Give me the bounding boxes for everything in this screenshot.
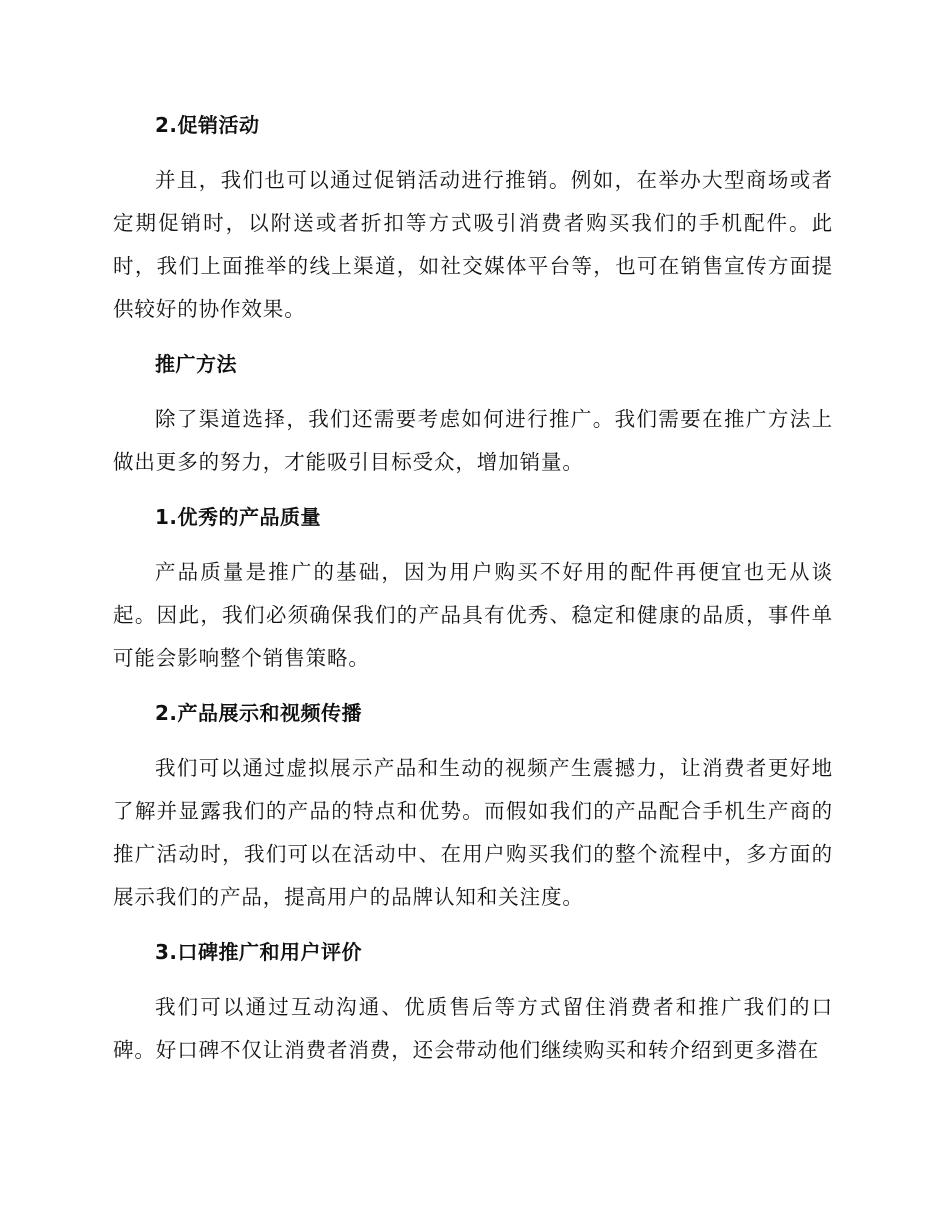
section-heading-promotion-methods: 推广方法 bbox=[155, 352, 237, 376]
document-body bbox=[113, 103, 833, 1083]
section-paragraph-promotion-methods: 除了渠道选择，我们还需要考虑如何进行推广。我们需要在推广方法上做出更多的努力，才能吸引目标受众，增加销量。 bbox=[113, 407, 833, 474]
section-heading-product-quality: 1.优秀的产品质量 bbox=[155, 505, 322, 529]
section-paragraph-product-display: 我们可以通过虚拟展示产品和生动的视频产生震撼力，让消费者更好地了解并显露我们的产品的特点和优势。而假如我们的产品配合手机生产商的推广活动时，我们可以在活动中、在用户购买我们的整个流程中，多方面的展示我们的产品，提高用户的品牌认知和关注度。 bbox=[113, 756, 833, 909]
section-paragraph-word-of-mouth: 我们可以通过互动沟通、优质售后等方式留住消费者和推广我们的口碑。好口碑不仅让消费者消费，还会带动他们继续购买和转介绍到更多潜在 bbox=[113, 995, 833, 1062]
section-paragraph-product-quality: 产品质量是推广的基础，因为用户购买不好用的配件再便宜也无从谈起。因此，我们必须确保我们的产品具有优秀、稳定和健康的品质，事件单可能会影响整个销售策略。 bbox=[113, 560, 833, 670]
section-heading-product-display: 2.产品展示和视频传播 bbox=[155, 701, 363, 725]
section-heading-word-of-mouth: 3.口碑推广和用户评价 bbox=[155, 940, 363, 964]
section-heading-promotion: 2.促销活动 bbox=[155, 113, 260, 137]
section-paragraph-promotion: 并且，我们也可以通过促销活动进行推销。例如，在举办大型商场或者定期促销时，以附送或者折扣等方式吸引消费者购买我们的手机配件。此时，我们上面推举的线上渠道，如社交媒体平台等，也可在销售宣传方面提供较好的协作效果。 bbox=[113, 168, 833, 321]
